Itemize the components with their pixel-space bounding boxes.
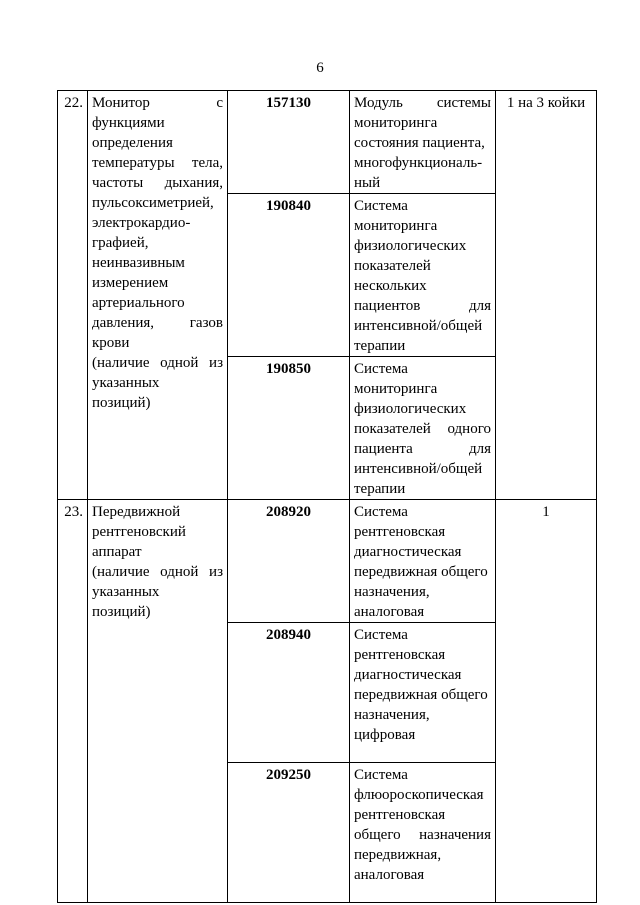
item-description: Система мониторинга физиологических показателей одного пациента для интенсивной/общей терапии [350,357,496,500]
quantity: 1 на 3 койки [496,91,597,500]
table-row [58,500,597,623]
item-description: Модуль системы мониторинга состояния пациента, многофункциональ- ный [350,91,496,194]
item-code: 208920 [228,500,350,623]
equipment-name: Монитор с функциями определения температуры тела, частоты дыхания, пульсоксиметрией, электрокардио- графией, неинвазивным измерением артериального давления, газов крови (наличие одной из указанных позиций) [88,91,228,500]
item-code: 190840 [228,194,350,357]
item-code: 209250 [228,763,350,903]
item-code: 190850 [228,357,350,500]
item-code: 208940 [228,623,350,763]
item-description: Система мониторинга физиологических показателей нескольких пациентов для интенсивной/общей терапии [350,194,496,357]
page-number: 6 [316,60,324,76]
equipment-name: Передвижной рентгеновский аппарат (наличие одной из указанных позиций) [88,500,228,903]
row-number: 23. [58,500,88,903]
item-description: Система рентгеновская диагностическая передвижная общего назначения, цифровая [350,623,496,763]
item-description: Система флюороскопическая рентгеновская общего назначения передвижная, аналоговая [350,763,496,903]
quantity: 1 [496,500,597,903]
item-code: 157130 [228,91,350,194]
table-row [58,91,597,194]
row-number: 22. [58,91,88,500]
item-description: Система рентгеновская диагностическая передвижная общего назначения, аналоговая [350,500,496,623]
equipment-table [57,90,597,903]
